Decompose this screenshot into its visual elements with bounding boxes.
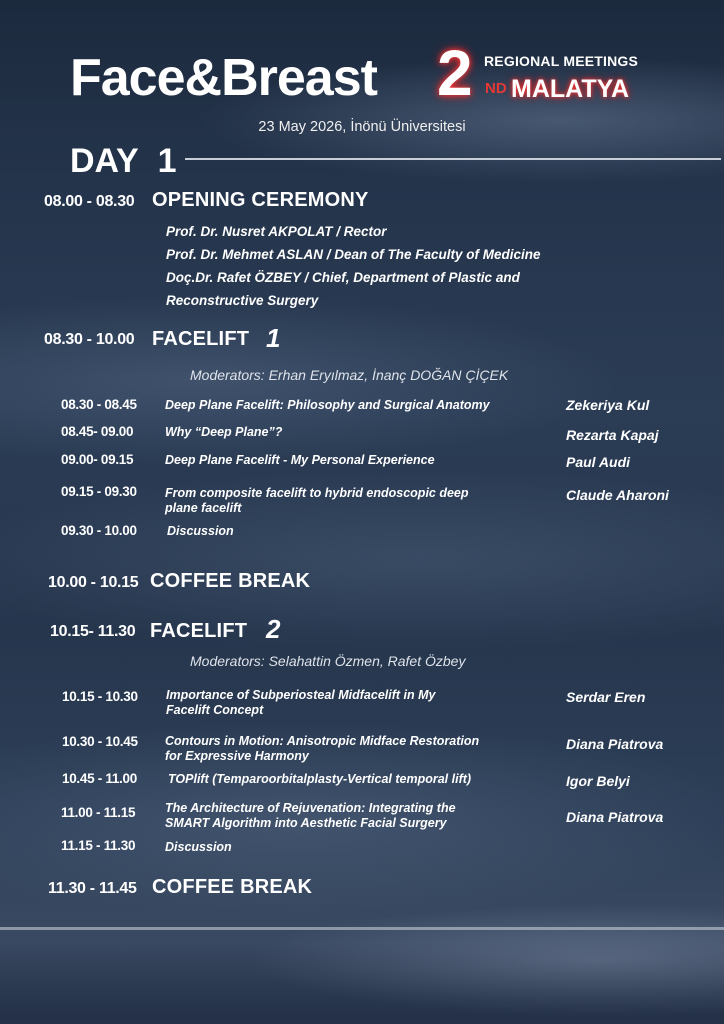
talk-title: Discussion [167,524,234,538]
session1-number: 1 [266,323,281,353]
talk-title-line: Contours in Motion: Anisotropic Midface Restoration [165,734,480,748]
talk-time: 09.15 - 09.30 [61,484,137,499]
talk-title-line: Facelift Concept [166,703,264,717]
talk-title-line: SMART Algorithm into Aesthetic Facial Surgery [165,816,447,830]
talk-title-line: for Expressive Harmony [165,749,309,763]
talk-speaker: Zekeriya Kul [566,397,650,413]
bottom-divider [0,927,724,930]
opening-time: 08.00 - 08.30 [44,193,135,210]
opening-speaker: Prof. Dr. Nusret AKPOLAT / Rector [166,224,387,239]
break1-title: COFFEE BREAK [150,570,311,592]
day-divider [185,158,721,160]
talk-time: 08.30 - 08.45 [61,397,137,412]
talk-title: Deep Plane Facelift - My Personal Experience [165,453,435,467]
session2-title: FACELIFT [150,620,248,642]
break2-time: 11.30 - 11.45 [48,880,137,897]
footer-band [0,932,724,1024]
session1-time: 08.30 - 10.00 [44,331,135,348]
session2-number: 2 [266,614,281,644]
opening-speaker: Prof. Dr. Mehmet ASLAN / Dean of The Faculty of Medicine [166,247,541,262]
event-title: Face&Breast [70,49,377,107]
session1-title: FACELIFT [152,328,250,350]
talk-speaker: Igor Belyi [566,773,630,789]
day-heading [70,141,177,181]
talk-title-line: From composite facelift to hybrid endoscopic deep [165,486,469,500]
talk-title-line: The Architecture of Rejuvenation: Integrating the [165,801,456,815]
talk-speaker: Serdar Eren [566,689,646,705]
talk-title [165,734,479,764]
talk-title: TOPlift (Temparoorbitalplasty-Vertical temporal lift) [168,772,472,786]
talk-time: 09.30 - 10.00 [61,523,137,538]
talk-speaker: Rezarta Kapaj [566,427,659,443]
edition-number: 2 [437,37,473,109]
session1-moderators: Moderators: Erhan Eryılmaz, İnanç DOĞAN ÇİÇEK [190,367,509,383]
date-venue: 23 May 2026, İnönü Üniversitesi [258,119,466,135]
talk-title-line: plane facelift [165,501,242,515]
talk-speaker: Claude Aharoni [566,487,669,503]
city-label: MALATYA [511,75,630,103]
talk-title [165,486,469,516]
talk-title [166,688,435,718]
talk-speaker: Diana Piatrova [566,809,664,825]
talk-speaker: Paul Audi [566,454,631,470]
session2-time: 10.15- 11.30 [50,623,136,640]
session2-moderators: Moderators: Selahattin Özmen, Rafet Özbey [190,653,466,669]
day-label: DAY [70,142,139,180]
break2-title: COFFEE BREAK [152,876,313,898]
talk-title-line: Importance of Subperiosteal Midfacelift in My [166,688,436,702]
talk-time: 08.45- 09.00 [61,424,134,439]
opening-speaker: Reconstructive Surgery [166,293,319,308]
talk-time: 10.15 - 10.30 [62,689,138,704]
talk-time: 11.00 - 11.15 [61,805,136,820]
talk-speaker: Diana Piatrova [566,736,664,752]
talk-title: Why “Deep Plane”? [165,425,283,439]
break1-time: 10.00 - 10.15 [48,574,139,591]
edition-ordinal: ND [485,80,507,97]
talk-title [165,801,456,831]
talk-time: 10.30 - 10.45 [62,734,138,749]
talk-title: Deep Plane Facelift: Philosophy and Surgical Anatomy [165,398,490,412]
opening-speaker: Doç.Dr. Rafet ÖZBEY / Chief, Department of Plastic and [166,270,520,285]
talk-time: 10.45 - 11.00 [62,771,137,786]
opening-speakers [166,220,541,312]
day-number: 1 [157,142,177,180]
regional-meetings-label: REGIONAL MEETINGS [484,53,639,69]
talk-time: 11.15 - 11.30 [61,838,136,853]
talk-title: Discussion [165,840,232,854]
talk-time: 09.00- 09.15 [61,452,134,467]
opening-title: OPENING CEREMONY [152,189,369,211]
